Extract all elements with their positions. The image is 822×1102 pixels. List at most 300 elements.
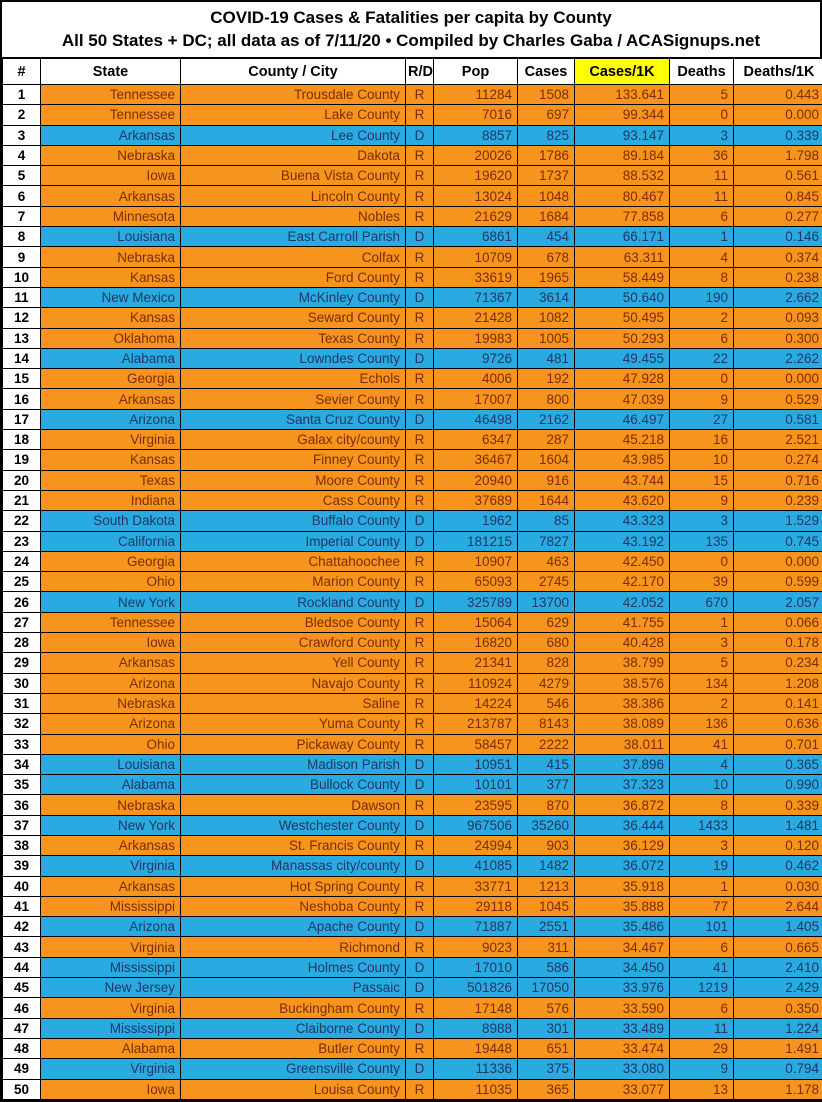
cell-county: St. Francis County [181,835,406,855]
cell-pop: 46498 [434,409,518,429]
cell-cases: 1965 [518,267,575,287]
cell-state: Nebraska [41,795,181,815]
cell-deaths: 19 [670,856,734,876]
cell-cases: 903 [518,835,575,855]
cell-deaths-per-1k: 0.665 [734,937,822,957]
cell-rank: 45 [3,978,41,998]
cell-pop: 6347 [434,430,518,450]
cell-county: Lowndes County [181,348,406,368]
cell-cases: 1737 [518,166,575,186]
cell-state: Mississippi [41,1018,181,1038]
cell-state: Virginia [41,430,181,450]
cell-pop: 21341 [434,653,518,673]
cell-deaths-per-1k: 1.481 [734,815,822,835]
cell-rank: 43 [3,937,41,957]
cell-deaths: 136 [670,714,734,734]
cell-cases: 192 [518,369,575,389]
cell-deaths: 3 [670,633,734,653]
cell-cases-per-1k: 88.532 [575,166,670,186]
cell-rank: 38 [3,835,41,855]
cell-cases-per-1k: 33.976 [575,978,670,998]
cell-deaths-per-1k: 1.529 [734,511,822,531]
cell-cases: 1508 [518,85,575,105]
cell-party: R [406,450,434,470]
cell-pop: 15064 [434,612,518,632]
cell-cases: 311 [518,937,575,957]
cell-cases-per-1k: 36.444 [575,815,670,835]
cell-cases: 825 [518,125,575,145]
table-row [3,612,822,632]
cell-deaths-per-1k: 0.599 [734,572,822,592]
cell-rank: 22 [3,511,41,531]
cell-deaths: 6 [670,206,734,226]
cell-rank: 32 [3,714,41,734]
cell-cases: 13700 [518,592,575,612]
cell-cases: 287 [518,430,575,450]
page-title: COVID-19 Cases & Fatalities per capita by County [210,7,612,27]
cell-county: Moore County [181,470,406,490]
table-row [3,409,822,429]
table-row [3,998,822,1018]
cell-state: Georgia [41,551,181,571]
cell-cases-per-1k: 47.039 [575,389,670,409]
cell-cases: 2222 [518,734,575,754]
table-row [3,815,822,835]
cell-deaths-per-1k: 0.239 [734,490,822,510]
cell-rank: 39 [3,856,41,876]
cell-party: R [406,876,434,896]
cell-cases: 7827 [518,531,575,551]
cell-deaths: 9 [670,389,734,409]
cell-pop: 24994 [434,835,518,855]
cell-cases-per-1k: 80.467 [575,186,670,206]
cell-rank: 27 [3,612,41,632]
cell-cases-per-1k: 43.192 [575,531,670,551]
cell-county: McKinley County [181,287,406,307]
cell-rank: 50 [3,1079,41,1099]
cell-cases: 454 [518,227,575,247]
cell-party: D [406,287,434,307]
cell-county: Saline [181,693,406,713]
cell-deaths-per-1k: 0.120 [734,835,822,855]
cell-rank: 13 [3,328,41,348]
cell-party: R [406,490,434,510]
cell-cases-per-1k: 93.147 [575,125,670,145]
cell-deaths-per-1k: 1.491 [734,1038,822,1058]
cell-pop: 36467 [434,450,518,470]
cell-deaths-per-1k: 0.462 [734,856,822,876]
cell-pop: 65093 [434,572,518,592]
cell-rank: 6 [3,186,41,206]
cell-pop: 1962 [434,511,518,531]
cell-state: Arkansas [41,186,181,206]
cell-deaths-per-1k: 0.529 [734,389,822,409]
cell-deaths: 10 [670,775,734,795]
cell-pop: 20026 [434,145,518,165]
table-row [3,917,822,937]
cell-deaths: 29 [670,1038,734,1058]
cell-party: R [406,1038,434,1058]
cell-party: R [406,612,434,632]
cell-county: Yuma County [181,714,406,734]
table-row [3,653,822,673]
cell-party: D [406,1018,434,1038]
cell-state: Iowa [41,1079,181,1099]
cell-pop: 325789 [434,592,518,612]
cell-county: Ford County [181,267,406,287]
table-row [3,166,822,186]
cell-deaths-per-1k: 2.057 [734,592,822,612]
cell-party: R [406,937,434,957]
cell-deaths: 2 [670,308,734,328]
cell-cases-per-1k: 47.928 [575,369,670,389]
cell-deaths: 0 [670,105,734,125]
cell-pop: 10101 [434,775,518,795]
cell-state: Arkansas [41,125,181,145]
cell-rank: 8 [3,227,41,247]
cell-county: Dakota [181,145,406,165]
column-header-deaths: Deaths [670,59,734,85]
cell-party: D [406,815,434,835]
cell-deaths: 1 [670,227,734,247]
cell-county: Colfax [181,247,406,267]
cell-deaths: 0 [670,551,734,571]
cell-rank: 19 [3,450,41,470]
table-row [3,835,822,855]
table-row [3,572,822,592]
cell-deaths-per-1k: 1.798 [734,145,822,165]
cell-pop: 6861 [434,227,518,247]
cell-cases: 481 [518,348,575,368]
cell-deaths-per-1k: 0.581 [734,409,822,429]
cell-county: Cass County [181,490,406,510]
cell-cases: 576 [518,998,575,1018]
cell-deaths-per-1k: 0.374 [734,247,822,267]
cell-rank: 28 [3,633,41,653]
cell-deaths: 670 [670,592,734,612]
cell-county: Yell County [181,653,406,673]
table-row [3,754,822,774]
cell-state: Alabama [41,775,181,795]
cell-cases-per-1k: 77.858 [575,206,670,226]
table-row [3,714,822,734]
cell-pop: 8857 [434,125,518,145]
cell-pop: 10951 [434,754,518,774]
cell-party: D [406,957,434,977]
cell-cases: 2162 [518,409,575,429]
cell-state: Mississippi [41,896,181,916]
cell-rank: 9 [3,247,41,267]
cell-deaths-per-1k: 0.300 [734,328,822,348]
table-row [3,795,822,815]
cell-cases: 301 [518,1018,575,1038]
cell-cases: 629 [518,612,575,632]
cell-cases: 4279 [518,673,575,693]
cell-pop: 37689 [434,490,518,510]
cell-cases-per-1k: 43.985 [575,450,670,470]
table-row [3,430,822,450]
cell-party: R [406,551,434,571]
table-row [3,308,822,328]
cell-cases-per-1k: 37.896 [575,754,670,774]
cell-pop: 10709 [434,247,518,267]
cell-county: Galax city/county [181,430,406,450]
cell-cases-per-1k: 43.323 [575,511,670,531]
table-row [3,227,822,247]
cell-pop: 110924 [434,673,518,693]
cell-state: Kansas [41,308,181,328]
cell-deaths-per-1k: 0.990 [734,775,822,795]
cell-party: R [406,998,434,1018]
cell-rank: 36 [3,795,41,815]
cell-deaths-per-1k: 1.208 [734,673,822,693]
cell-deaths-per-1k: 1.405 [734,917,822,937]
cell-pop: 10907 [434,551,518,571]
cell-state: Alabama [41,1038,181,1058]
column-header-cases-1k: Cases/1K [575,59,670,85]
table-row [3,551,822,571]
cell-state: New Mexico [41,287,181,307]
cell-rank: 29 [3,653,41,673]
cell-rank: 17 [3,409,41,429]
table-body [3,85,822,1100]
cell-cases-per-1k: 37.323 [575,775,670,795]
cell-cases-per-1k: 46.497 [575,409,670,429]
cell-deaths: 134 [670,673,734,693]
table-row [3,450,822,470]
cell-pop: 19620 [434,166,518,186]
cell-cases: 415 [518,754,575,774]
cell-deaths-per-1k: 2.644 [734,896,822,916]
cell-deaths: 36 [670,145,734,165]
cell-county: Rockland County [181,592,406,612]
cell-state: Minnesota [41,206,181,226]
column-header-county-city: County / City [181,59,406,85]
data-table [2,58,822,1100]
cell-pop: 21428 [434,308,518,328]
cell-county: Lake County [181,105,406,125]
column-header-pop: Pop [434,59,518,85]
cell-state: Iowa [41,166,181,186]
table-row [3,511,822,531]
cell-rank: 24 [3,551,41,571]
cell-county: Neshoba County [181,896,406,916]
cell-pop: 967506 [434,815,518,835]
cell-rank: 48 [3,1038,41,1058]
cell-state: Indiana [41,490,181,510]
cell-rank: 35 [3,775,41,795]
cell-cases-per-1k: 38.011 [575,734,670,754]
cell-county: Bledsoe County [181,612,406,632]
table-row [3,287,822,307]
cell-party: D [406,754,434,774]
cell-rank: 49 [3,1059,41,1079]
cell-rank: 20 [3,470,41,490]
cell-cases: 463 [518,551,575,571]
cell-cases: 800 [518,389,575,409]
cell-deaths: 11 [670,166,734,186]
cell-deaths: 41 [670,957,734,977]
cell-cases: 1048 [518,186,575,206]
cell-cases: 1082 [518,308,575,328]
cell-party: R [406,389,434,409]
table-row [3,775,822,795]
cell-party: R [406,633,434,653]
cell-county: Trousdale County [181,85,406,105]
table-row [3,673,822,693]
cell-county: Butler County [181,1038,406,1058]
cell-county: Buffalo County [181,511,406,531]
cell-state: Tennessee [41,85,181,105]
cell-cases-per-1k: 43.744 [575,470,670,490]
column-header-deaths-1k: Deaths/1K [734,59,822,85]
cell-pop: 29118 [434,896,518,916]
cell-deaths: 22 [670,348,734,368]
cell-deaths: 101 [670,917,734,937]
table-row [3,937,822,957]
cell-state: Arkansas [41,389,181,409]
cell-cases-per-1k: 33.489 [575,1018,670,1038]
cell-cases-per-1k: 58.449 [575,267,670,287]
cell-deaths: 10 [670,450,734,470]
cell-deaths: 0 [670,369,734,389]
cell-party: R [406,572,434,592]
cell-county: Bullock County [181,775,406,795]
cell-cases: 377 [518,775,575,795]
cell-cases: 1045 [518,896,575,916]
cell-pop: 23595 [434,795,518,815]
table-row [3,633,822,653]
cell-party: R [406,430,434,450]
cell-state: Arizona [41,673,181,693]
table-row [3,896,822,916]
cell-cases-per-1k: 33.077 [575,1079,670,1099]
cell-county: Navajo County [181,673,406,693]
cell-cases: 35260 [518,815,575,835]
cell-state: Nebraska [41,145,181,165]
cell-cases: 1482 [518,856,575,876]
cell-county: Richmond [181,937,406,957]
cell-party: R [406,166,434,186]
cell-deaths-per-1k: 0.093 [734,308,822,328]
cell-cases: 1604 [518,450,575,470]
cell-rank: 47 [3,1018,41,1038]
table-row [3,85,822,105]
cell-county: Hot Spring County [181,876,406,896]
cell-cases-per-1k: 34.467 [575,937,670,957]
cell-cases: 3614 [518,287,575,307]
cell-cases: 586 [518,957,575,977]
cell-cases-per-1k: 36.872 [575,795,670,815]
cell-deaths: 1 [670,612,734,632]
header-row [3,59,822,85]
table-row [3,957,822,977]
cell-party: R [406,369,434,389]
cell-pop: 14224 [434,693,518,713]
cell-cases-per-1k: 38.386 [575,693,670,713]
cell-deaths-per-1k: 0.716 [734,470,822,490]
cell-cases-per-1k: 36.129 [575,835,670,855]
cell-cases: 870 [518,795,575,815]
cell-county: Holmes County [181,957,406,977]
cell-deaths: 15 [670,470,734,490]
cell-rank: 4 [3,145,41,165]
cell-cases-per-1k: 66.171 [575,227,670,247]
cell-party: R [406,734,434,754]
cell-party: D [406,531,434,551]
cell-deaths: 11 [670,186,734,206]
cell-rank: 46 [3,998,41,1018]
cell-rank: 23 [3,531,41,551]
table-row [3,145,822,165]
cell-rank: 37 [3,815,41,835]
table-row [3,389,822,409]
cell-deaths: 5 [670,653,734,673]
cell-deaths: 13 [670,1079,734,1099]
cell-county: Chattahoochee [181,551,406,571]
cell-party: D [406,1059,434,1079]
cell-cases: 375 [518,1059,575,1079]
cell-deaths: 6 [670,998,734,1018]
cell-party: R [406,105,434,125]
table-row [3,328,822,348]
cell-county: Lee County [181,125,406,145]
cell-deaths: 41 [670,734,734,754]
cell-cases-per-1k: 38.576 [575,673,670,693]
cell-county: Nobles [181,206,406,226]
cell-rank: 5 [3,166,41,186]
cell-pop: 501826 [434,978,518,998]
cell-deaths-per-1k: 1.224 [734,1018,822,1038]
cell-county: Seward County [181,308,406,328]
cell-county: Echols [181,369,406,389]
cell-cases: 1644 [518,490,575,510]
cell-deaths-per-1k: 2.262 [734,348,822,368]
cell-deaths-per-1k: 0.365 [734,754,822,774]
cell-state: California [41,531,181,551]
cell-deaths-per-1k: 0.561 [734,166,822,186]
cell-county: Apache County [181,917,406,937]
cell-deaths-per-1k: 0.234 [734,653,822,673]
cell-state: Louisiana [41,754,181,774]
cell-rank: 1 [3,85,41,105]
column-header-rank: # [3,59,41,85]
cell-state: New York [41,592,181,612]
cell-cases: 546 [518,693,575,713]
cell-cases: 916 [518,470,575,490]
cell-rank: 26 [3,592,41,612]
cell-deaths: 135 [670,531,734,551]
cell-cases-per-1k: 99.344 [575,105,670,125]
cell-deaths-per-1k: 0.845 [734,186,822,206]
cell-party: R [406,1079,434,1099]
cell-rank: 21 [3,490,41,510]
cell-deaths-per-1k: 0.000 [734,105,822,125]
cell-deaths: 1 [670,876,734,896]
cell-state: Georgia [41,369,181,389]
cell-deaths: 4 [670,247,734,267]
cell-cases: 2745 [518,572,575,592]
cell-state: Oklahoma [41,328,181,348]
cell-pop: 11336 [434,1059,518,1079]
cell-cases: 651 [518,1038,575,1058]
cell-party: R [406,85,434,105]
table-row [3,693,822,713]
cell-cases-per-1k: 34.450 [575,957,670,977]
cell-cases: 365 [518,1079,575,1099]
cell-cases-per-1k: 35.486 [575,917,670,937]
cell-county: Finney County [181,450,406,470]
